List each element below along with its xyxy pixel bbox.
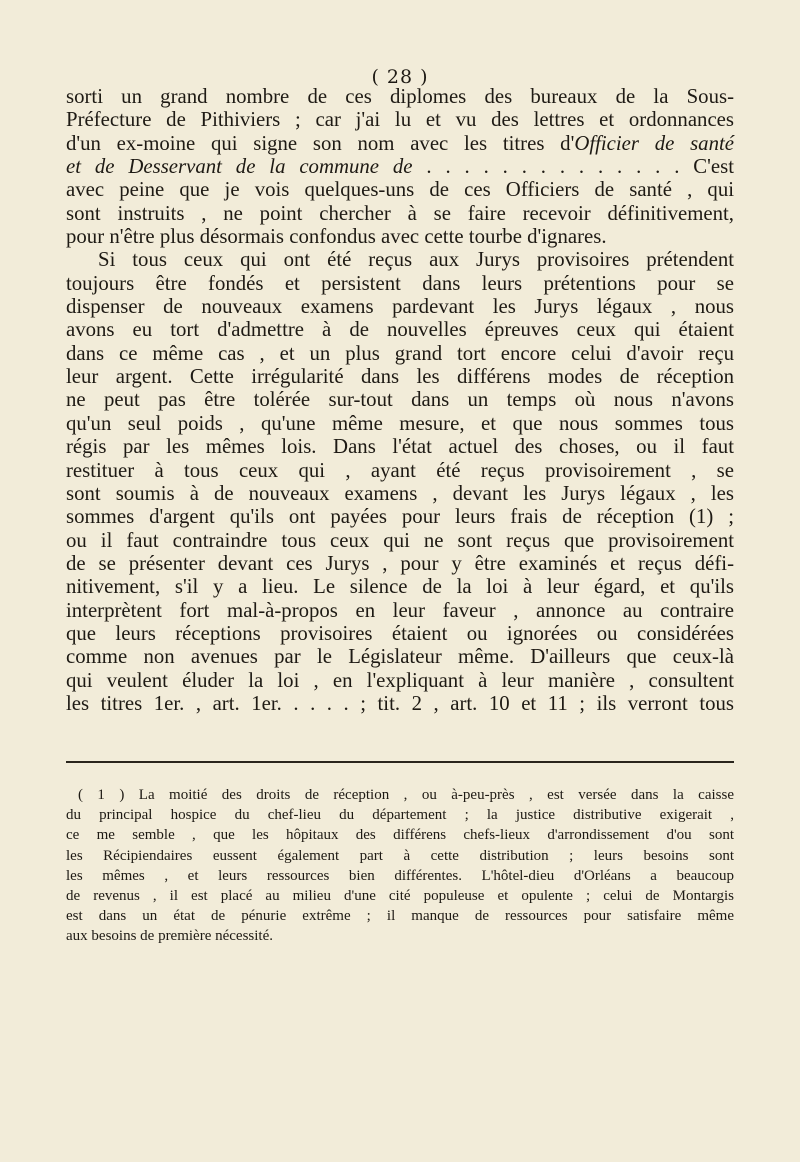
text-line (66, 155, 734, 178)
footnote-line: les Récipiendaires eussent également part à cette distribution ; leurs besoins sont (66, 847, 734, 864)
text-line: qu'un seul poids , qu'une même mesure, et que nous sommes tous (66, 411, 734, 435)
text-line: restituer à tous ceux qui , ayant été reçus provisoirement , se (66, 458, 734, 482)
text-line: comme non avenues par le Législateur même. D'ailleurs que ceux-là (66, 645, 734, 669)
text-line: régis par les mêmes lois. Dans l'état actuel des choses, ou il faut (66, 435, 734, 459)
footnote-line: ce me semble , que les hôpitaux des différens chefs-lieux d'arrondissement d'ou sont (66, 827, 734, 844)
footnote (66, 785, 734, 947)
text-line: dispenser de nouveaux examens pardevant les Jurys légaux , nous (66, 295, 734, 319)
text-line (66, 132, 734, 155)
text-line: avec peine que je vois quelques-uns de ces Officiers de santé , qui (66, 178, 734, 202)
page-number: ( 28 ) (371, 66, 429, 88)
text-line: ne peut pas être tolérée sur-tout dans un temps où nous n'avons (66, 388, 734, 412)
text-line: que leurs réceptions provisoires étaient ou ignorées ou considérées (66, 621, 734, 645)
footnote-line: de revenus , il est placé au milieu d'une cité populeuse et opulente ; celui de Montargis (66, 888, 734, 905)
footnote-separator (66, 761, 734, 763)
text-line: toujours être fondés et persistent dans leurs prétentions pour se (66, 271, 734, 295)
footnote-line: est dans un état de pénurie extrême ; il manque de ressources pour satisfaire même (66, 908, 734, 925)
text-line: sont instruits , ne point chercher à se faire recevoir définitivement, (66, 201, 734, 225)
footnote-line: les mêmes , et leurs ressources bien différentes. L'hôtel-dieu d'Orléans a beaucoup (66, 867, 734, 884)
text-line: sont soumis à de nouveaux examens , devant les Jurys légaux , les (66, 481, 734, 505)
text-line: leur argent. Cette irrégularité dans les différens modes de réception (66, 365, 734, 389)
text-run: . . . . . . . . . . . . . . C'est (412, 155, 735, 179)
text-line: les titres 1er. , art. 1er. . . . . ; tit. 2 , art. 10 et 11 ; ils verront tous (66, 691, 734, 715)
text-line: interprètent fort mal-à-propos en leur faveur , annonce au contraire (66, 598, 734, 622)
text-line: Si tous ceux qui ont été reçus aux Jurys provisoires prétendent (98, 248, 734, 272)
paragraph-1 (66, 85, 734, 248)
footnote-line: aux besoins de première nécessité. (66, 928, 274, 945)
italic-title: Officier de santé (574, 131, 734, 155)
text-line: qui veulent éluder la loi , en l'expliquant à leur manière , consultent (66, 668, 734, 692)
text-line: Préfecture de Pithiviers ; car j'ai lu et vu des lettres et ordonnances (66, 108, 734, 132)
footnote-line: ( 1 ) La moitié des droits de réception , ou à-peu-près , est versée dans la caisse (78, 787, 734, 803)
text-run: d'un ex-moine qui signe son nom avec les titres d' (66, 131, 575, 155)
text-line: dans ce même cas , et un plus grand tort encore celui d'avoir reçu (66, 341, 734, 365)
italic-title: et de Desservant de la commune de (66, 155, 413, 179)
text-line: nitivement, s'il y a lieu. Le silence de la loi à leur égard, et qu'ils (66, 575, 734, 599)
text-line: avons eu tort d'admettre à de nouvelles épreuves ceux qui étaient (66, 318, 734, 342)
paragraph-2 (66, 248, 734, 715)
text-line: sommes d'argent qu'ils ont payées pour leurs frais de réception (1) ; (66, 505, 734, 529)
text-line: sorti un grand nombre de ces diplomes des bureaux de la Sous- (66, 85, 734, 108)
footnote-line: du principal hospice du chef-lieu du département ; la justice distributive exigerait , (66, 807, 734, 824)
main-text (66, 85, 734, 715)
text-line: de se présenter devant ces Jurys , pour y être examinés et reçus défi- (66, 551, 734, 575)
text-line: ou il faut contraindre tous ceux qui ne sont reçus que provisoirement (66, 528, 734, 552)
text-line: pour n'être plus désormais confondus avec cette tourbe d'ignares. (66, 225, 607, 249)
